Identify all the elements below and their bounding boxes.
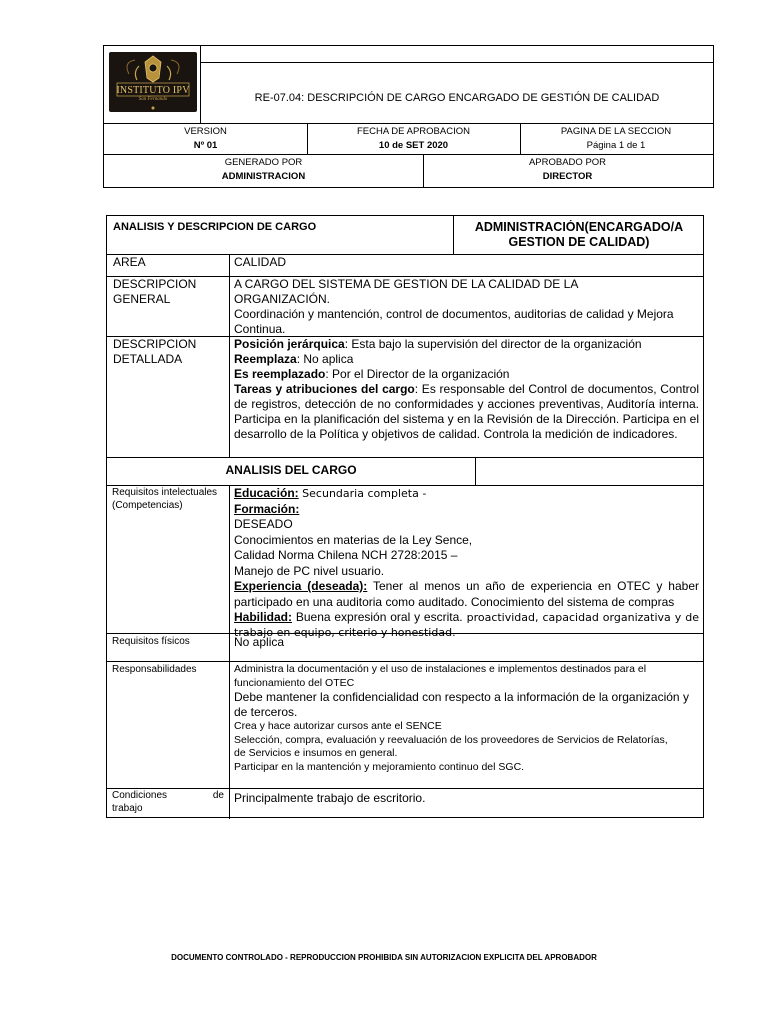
detailed-description-label: DESCRIPCION DETALLADA <box>113 337 197 366</box>
knowledge-line: Manejo de PC nivel usuario. <box>234 563 385 578</box>
approval-date-label: FECHA DE APROBACION <box>357 126 470 137</box>
col-divider <box>229 254 230 457</box>
work-conditions-label-line <box>112 789 224 802</box>
institute-logo <box>109 52 197 112</box>
general-description-label: DESCRIPCION GENERAL <box>113 277 197 306</box>
job-description-table <box>106 215 704 818</box>
responsibility-item: Selección, compra, evaluación y reevaluación de los proveedores de Servicios de Relatorías, de Servicios e insumos en general. <box>234 733 668 759</box>
knowledge-line: Conocimientos en materias de la Ley Sence, <box>234 532 473 547</box>
header-row-version <box>104 123 713 154</box>
row-divider <box>107 661 703 662</box>
version-value: Nº 01 <box>193 140 218 151</box>
replaces-line <box>234 352 699 367</box>
work-conditions-word: de <box>212 790 224 801</box>
crest-icon <box>109 52 197 112</box>
replaces-label: Reemplaza <box>234 352 297 366</box>
document-footer: DOCUMENTO CONTROLADO - REPRODUCCION PROHIBIDA SIN AUTORIZACION EXPLICITA DEL APROBADOR <box>171 953 597 962</box>
responsibility-item: Administra la documentación y el uso de instalaciones e implementos destinados para el funcionamiento del OTEC <box>234 663 647 689</box>
section-page-value: Página 1 de 1 <box>586 140 646 151</box>
education-line <box>234 486 699 502</box>
experience-label: Experiencia (deseada): <box>234 579 368 593</box>
col-divider <box>229 485 230 819</box>
hierarchy-label: Posición jerárquica <box>234 337 345 351</box>
education-label: Educación: <box>234 486 299 500</box>
general-description-line: A CARGO DEL SISTEMA DE GESTION DE LA CALIDAD DE LA ORGANIZACIÓN. <box>234 277 578 306</box>
generated-by-label: GENERADO POR <box>224 157 303 168</box>
duties-value: : Es responsable del Control de documentos, Control de registros, detección de no conformidades y acciones preventivas, Auditoría interna. Participa en la planificación del sistema y en la Revisión de la Dirección. Participa en el desarrollo de la Política y objetivos de calidad. Controla la medición de indicadores. <box>234 382 699 441</box>
hierarchy-value: : Esta bajo la supervisión del director de la organización <box>344 337 642 351</box>
approved-by-label: APROBADO POR <box>528 157 607 168</box>
document-header <box>103 45 714 188</box>
header-row-generated <box>104 154 713 187</box>
section-page-cell <box>520 124 712 154</box>
generated-by-cell <box>104 155 423 187</box>
work-conditions-value: Principalmente trabajo de escritorio. <box>234 791 426 805</box>
table-heading-left: ANALISIS Y DESCRIPCION DE CARGO <box>113 221 317 233</box>
replaced-by-line <box>234 367 699 382</box>
logo-subtext: San Fernando <box>138 97 168 102</box>
general-description-line: Coordinación y mantención, control de documentos, auditorias de calidad y Mejora Continua. <box>234 307 674 336</box>
logo-cell <box>104 46 201 123</box>
header-divider <box>201 62 713 63</box>
physical-requirements-label: Requisitos físicos <box>112 636 190 647</box>
responsibilities-label: Responsabilidades <box>112 664 197 675</box>
approved-by-value: DIRECTOR <box>542 171 593 182</box>
skills-value: Buena expresión oral y escrita. <box>292 610 463 624</box>
desired-line: DESEADO <box>234 517 293 531</box>
knowledge-line: Calidad Norma Chilena NCH 2728:2015 – <box>234 548 458 562</box>
responsibility-item: Debe mantener la confidencialidad con respecto a la información de la organización y de terceros. <box>234 690 689 719</box>
training-line <box>234 502 699 518</box>
section-page-label: PAGINA DE LA SECCION <box>560 126 672 137</box>
logo-text: INSTITUTO IPV <box>116 85 190 96</box>
work-conditions-label <box>112 789 224 815</box>
area-value: CALIDAD <box>234 255 287 269</box>
education-value: Secundaria completa - <box>298 487 427 500</box>
row-divider <box>107 457 703 458</box>
physical-requirements-value: No aplica <box>234 635 285 649</box>
document-title: RE-07.04: DESCRIPCIÓN DE CARGO ENCARGADO DE GESTIÓN DE CALIDAD <box>254 92 660 104</box>
responsibility-item: Crea y hace autorizar cursos ante el SENCE <box>234 720 442 732</box>
version-label: VERSION <box>184 126 227 137</box>
experience-line <box>234 579 699 610</box>
duties-label: Tareas y atribuciones del cargo <box>234 382 415 396</box>
detailed-description-value <box>234 337 699 442</box>
replaced-by-label: Es reemplazado <box>234 367 326 381</box>
replaces-value: : No aplica <box>296 352 354 366</box>
col-divider <box>453 216 454 254</box>
general-description-value <box>234 277 701 337</box>
generated-by-value: ADMINISTRACION <box>221 171 306 182</box>
skills-extra: proactividad, capacidad organizativa y de trabajo en equipo, criterio y honestidad. <box>234 611 699 639</box>
hierarchy-line <box>234 337 699 352</box>
experience-value: Tener al menos un año de experiencia en OTEC y haber participado en una auditoria como auditado. Conocimiento del sistema de compras <box>234 579 699 609</box>
intellectual-requirements-label: Requisitos intelectuales (Competencias) <box>112 487 218 511</box>
approval-date-value: 10 de SET 2020 <box>378 140 449 151</box>
training-label: Formación: <box>234 501 300 516</box>
approval-date-cell <box>307 124 520 154</box>
version-cell <box>104 124 307 154</box>
work-conditions-word: Condiciones <box>112 790 168 801</box>
skills-label: Habilidad: <box>234 610 293 624</box>
replaced-by-value: : Por el Director de la organización <box>325 367 510 381</box>
work-conditions-word: trabajo <box>112 803 143 814</box>
area-label: AREA <box>113 255 146 269</box>
intellectual-requirements-value <box>234 486 699 640</box>
approved-by-cell <box>423 155 712 187</box>
responsibilities-value <box>234 663 699 774</box>
job-analysis-heading: ANALISIS DEL CARGO <box>225 463 357 477</box>
responsibility-item: Participar en la mantención y mejoramiento continuo del SGC. <box>234 760 525 773</box>
duties-line <box>234 382 699 442</box>
table-heading-right: ADMINISTRACIÓN(ENCARGADO/A GESTION DE CALIDAD) <box>474 220 684 249</box>
col-divider <box>475 457 476 485</box>
